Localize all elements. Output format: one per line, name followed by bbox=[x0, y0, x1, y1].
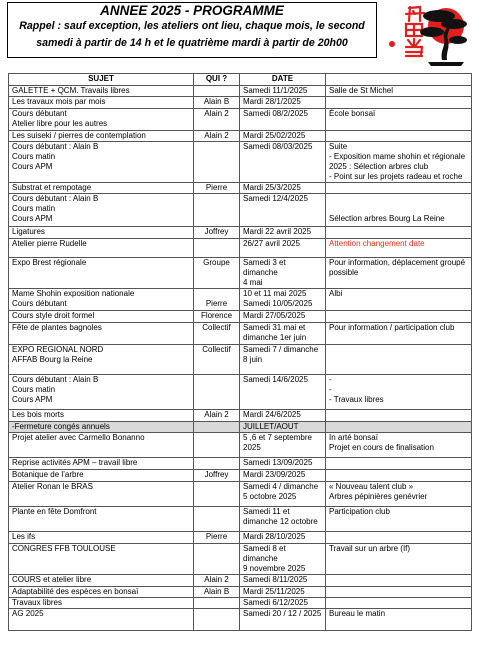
cell-sujet: Les bois morts bbox=[9, 410, 194, 422]
cell-qui: Alain 2 bbox=[194, 131, 240, 142]
cell-date: Samedi 13/09/2025 bbox=[240, 458, 326, 470]
cell-date: Samedi 4 / dimanche 5 octobre 2025 bbox=[240, 482, 326, 507]
table-row bbox=[9, 323, 472, 345]
cell-sujet: Cours débutant Atelier libre pour les autres bbox=[9, 109, 194, 131]
cell-date: Samedi 7 / dimanche 8 juin bbox=[240, 345, 326, 375]
cell-date: Samedi 14/6/2025 bbox=[240, 375, 326, 410]
bonsai-club-logo bbox=[384, 2, 468, 68]
table-row bbox=[9, 131, 472, 142]
cell-note: Attention changement date bbox=[326, 239, 472, 258]
cell-qui bbox=[194, 433, 240, 458]
cell-qui: Collectif bbox=[194, 345, 240, 375]
cell-sujet: Cours débutant : Alain B Cours matin Cours APM bbox=[9, 142, 194, 183]
cell-note bbox=[326, 131, 472, 142]
cell-date: Mardi 27/05/2025 bbox=[240, 311, 326, 323]
cell-note bbox=[326, 575, 472, 587]
cell-date: Mardi 23/09/2025 bbox=[240, 470, 326, 482]
page-subtitle: Rappel : sauf exception, les ateliers ont lieu, chaque mois, le second samedi à partir de 14 h et le quatrième mardi à partir de 20h00 bbox=[19, 20, 365, 49]
table-row bbox=[9, 97, 472, 109]
cell-qui: Joffrey bbox=[194, 227, 240, 239]
cell-date: Samedi 08/2/2025 bbox=[240, 109, 326, 131]
cell-date: Samedi 31 mai et dimanche 1er juin bbox=[240, 323, 326, 345]
table-row bbox=[9, 86, 472, 97]
table-row bbox=[9, 544, 472, 575]
cell-date: Samedi 8/11/2025 bbox=[240, 575, 326, 587]
cell-sujet: CONGRES FFB TOULOUSE bbox=[9, 544, 194, 575]
cell-date: Samedi 3 et dimanche 4 mai bbox=[240, 258, 326, 289]
cell-qui bbox=[194, 194, 240, 227]
table-row bbox=[9, 507, 472, 532]
table-row bbox=[9, 289, 472, 311]
cell-qui bbox=[194, 375, 240, 410]
header-qui: QUI ? bbox=[194, 74, 240, 86]
program-table bbox=[8, 73, 472, 631]
cell-qui bbox=[194, 598, 240, 609]
cell-qui bbox=[194, 458, 240, 470]
cell-qui bbox=[194, 422, 240, 433]
cell-sujet: GALETTE + QCM. Travails libres bbox=[9, 86, 194, 97]
cell-date: Samedi 08/03/2025 bbox=[240, 142, 326, 183]
cell-date: 26/27 avril 2025 bbox=[240, 239, 326, 258]
cell-sujet: Atelier pierre Rudelle bbox=[9, 239, 194, 258]
cell-date: Samedi 8 et dimanche 9 novembre 2025 bbox=[240, 544, 326, 575]
cell-date: Samedi 11 et dimanche 12 octobre bbox=[240, 507, 326, 532]
cell-note: Bureau le matin bbox=[326, 609, 472, 631]
cell-sujet: Les travaux mois par mois bbox=[9, 97, 194, 109]
cell-qui bbox=[194, 482, 240, 507]
cell-note bbox=[326, 598, 472, 609]
cell-qui: Pierre bbox=[194, 532, 240, 544]
cell-note bbox=[326, 587, 472, 598]
cell-note: Sélection arbres Bourg La Reine bbox=[326, 194, 472, 227]
cell-sujet: Les suiseki / pierres de contemplation bbox=[9, 131, 194, 142]
cell-date: JUILLET/AOUT bbox=[240, 422, 326, 433]
cell-sujet: Cours style droit formel bbox=[9, 311, 194, 323]
cell-note bbox=[326, 345, 472, 375]
cell-sujet: EXPO REGIONAL NORD AFFAB Bourg la Reine bbox=[9, 345, 194, 375]
cell-qui: Pierre bbox=[194, 183, 240, 194]
cell-date: Mardi 22 avril 2025 bbox=[240, 227, 326, 239]
table-row bbox=[9, 575, 472, 587]
cell-sujet: Fête de plantes bagnoles bbox=[9, 323, 194, 345]
cell-note bbox=[326, 422, 472, 433]
cell-qui bbox=[194, 507, 240, 532]
cell-qui: Florence bbox=[194, 311, 240, 323]
cell-sujet: Atelier Ronan le BRAS bbox=[9, 482, 194, 507]
cell-sujet: Cours débutant : Alain B Cours matin Cours APM bbox=[9, 194, 194, 227]
cell-date: Samedi 20 / 12 / 2025 bbox=[240, 609, 326, 631]
cell-qui bbox=[194, 609, 240, 631]
header-notes bbox=[326, 74, 472, 86]
table-row bbox=[9, 258, 472, 289]
cell-sujet: Ligatures bbox=[9, 227, 194, 239]
cell-sujet: Substrat et rempotage bbox=[9, 183, 194, 194]
cell-note: École bonsaï bbox=[326, 109, 472, 131]
cell-sujet: -Fermeture congés annuels bbox=[9, 422, 194, 433]
cell-qui: Alain B bbox=[194, 587, 240, 598]
cell-date: Mardi 28/10/2025 bbox=[240, 532, 326, 544]
table-row bbox=[9, 345, 472, 375]
cell-qui: Alain 2 bbox=[194, 410, 240, 422]
table-row bbox=[9, 375, 472, 410]
header-date: DATE bbox=[240, 74, 326, 86]
cell-note: In arté bonsaï Projet en cours de finalisation bbox=[326, 433, 472, 458]
cell-qui bbox=[194, 86, 240, 97]
cell-note: - - - Travaux libres bbox=[326, 375, 472, 410]
header-sujet: SUJET bbox=[9, 74, 194, 86]
cell-sujet: Travaux libres bbox=[9, 598, 194, 609]
cell-note: Pour information / participation club bbox=[326, 323, 472, 345]
cell-qui: Joffrey bbox=[194, 470, 240, 482]
cell-date: 10 et 11 mai 2025 Samedi 10/05/2025 bbox=[240, 289, 326, 311]
table-row bbox=[9, 609, 472, 631]
table-row bbox=[9, 142, 472, 183]
cell-note: Salle de St Michel bbox=[326, 86, 472, 97]
table-row bbox=[9, 458, 472, 470]
table-row bbox=[9, 311, 472, 323]
cell-date: Mardi 25/3/2025 bbox=[240, 183, 326, 194]
table-row bbox=[9, 109, 472, 131]
cell-note bbox=[326, 311, 472, 323]
cell-qui: Alain B bbox=[194, 97, 240, 109]
cell-date: Samedi 11/1/2025 bbox=[240, 86, 326, 97]
cell-note: Travail sur un arbre (If) bbox=[326, 544, 472, 575]
cell-qui bbox=[194, 239, 240, 258]
header-box bbox=[7, 2, 377, 58]
cell-date: Samedi 12/4/2025 bbox=[240, 194, 326, 227]
cell-qui: Alain 2 bbox=[194, 575, 240, 587]
table-row bbox=[9, 470, 472, 482]
cell-qui bbox=[194, 544, 240, 575]
cell-sujet: Reprise activités APM – travail libre bbox=[9, 458, 194, 470]
cell-sujet: Les ifs bbox=[9, 532, 194, 544]
cell-date: Mardi 28/1/2025 bbox=[240, 97, 326, 109]
table-row bbox=[9, 194, 472, 227]
cell-sujet: Cours débutant : Alain B Cours matin Cours APM bbox=[9, 375, 194, 410]
cell-date: Mardi 25/02/2025 bbox=[240, 131, 326, 142]
cell-note: Participation club bbox=[326, 507, 472, 532]
table-row bbox=[9, 410, 472, 422]
table-header-row bbox=[9, 74, 472, 86]
cell-note bbox=[326, 183, 472, 194]
table-row bbox=[9, 433, 472, 458]
cell-sujet: Plante en fête Domfront bbox=[9, 507, 194, 532]
cell-sujet: Adaptabilité des espèces en bonsaï bbox=[9, 587, 194, 598]
cell-note bbox=[326, 410, 472, 422]
cell-sujet: Projet atelier avec Carmello Bonanno bbox=[9, 433, 194, 458]
cell-sujet: AG 2025 bbox=[9, 609, 194, 631]
cell-note bbox=[326, 532, 472, 544]
cell-sujet: COURS et atelier libre bbox=[9, 575, 194, 587]
table-row bbox=[9, 422, 472, 433]
cell-note bbox=[326, 97, 472, 109]
table-row bbox=[9, 239, 472, 258]
cell-note bbox=[326, 470, 472, 482]
cell-date: Mardi 25/11/2025 bbox=[240, 587, 326, 598]
cell-date: Samedi 6/12/2025 bbox=[240, 598, 326, 609]
cell-note: Albi bbox=[326, 289, 472, 311]
table-body bbox=[9, 86, 472, 631]
cell-qui bbox=[194, 142, 240, 183]
cell-qui: Pierre bbox=[194, 289, 240, 311]
cell-qui: Groupe bbox=[194, 258, 240, 289]
table-row bbox=[9, 587, 472, 598]
table-row bbox=[9, 482, 472, 507]
cell-sujet: Mame Shohin exposition nationale Cours débutant bbox=[9, 289, 194, 311]
table-row bbox=[9, 227, 472, 239]
page-title: ANNEE 2025 - PROGRAMME bbox=[100, 3, 284, 18]
table-row bbox=[9, 532, 472, 544]
cell-note: « Nouveau talent club » Arbres pépinières genévrier bbox=[326, 482, 472, 507]
table-row bbox=[9, 183, 472, 194]
cell-qui: Alain 2 bbox=[194, 109, 240, 131]
cell-note bbox=[326, 227, 472, 239]
cell-date: 5 ,6 et 7 septembre 2025 bbox=[240, 433, 326, 458]
cell-sujet: Botanique de l’arbre bbox=[9, 470, 194, 482]
cell-note bbox=[326, 458, 472, 470]
cell-qui: Collectif bbox=[194, 323, 240, 345]
cell-note: Suite - Exposition mame shohin et régionale 2025 : Sélection arbres club - Point sur les projets radeau et roche bbox=[326, 142, 472, 183]
cell-sujet: Expo Brest régionale bbox=[9, 258, 194, 289]
table-row bbox=[9, 598, 472, 609]
cell-date: Mardi 24/6/2025 bbox=[240, 410, 326, 422]
cell-note: Pour information, déplacement groupé possible bbox=[326, 258, 472, 289]
